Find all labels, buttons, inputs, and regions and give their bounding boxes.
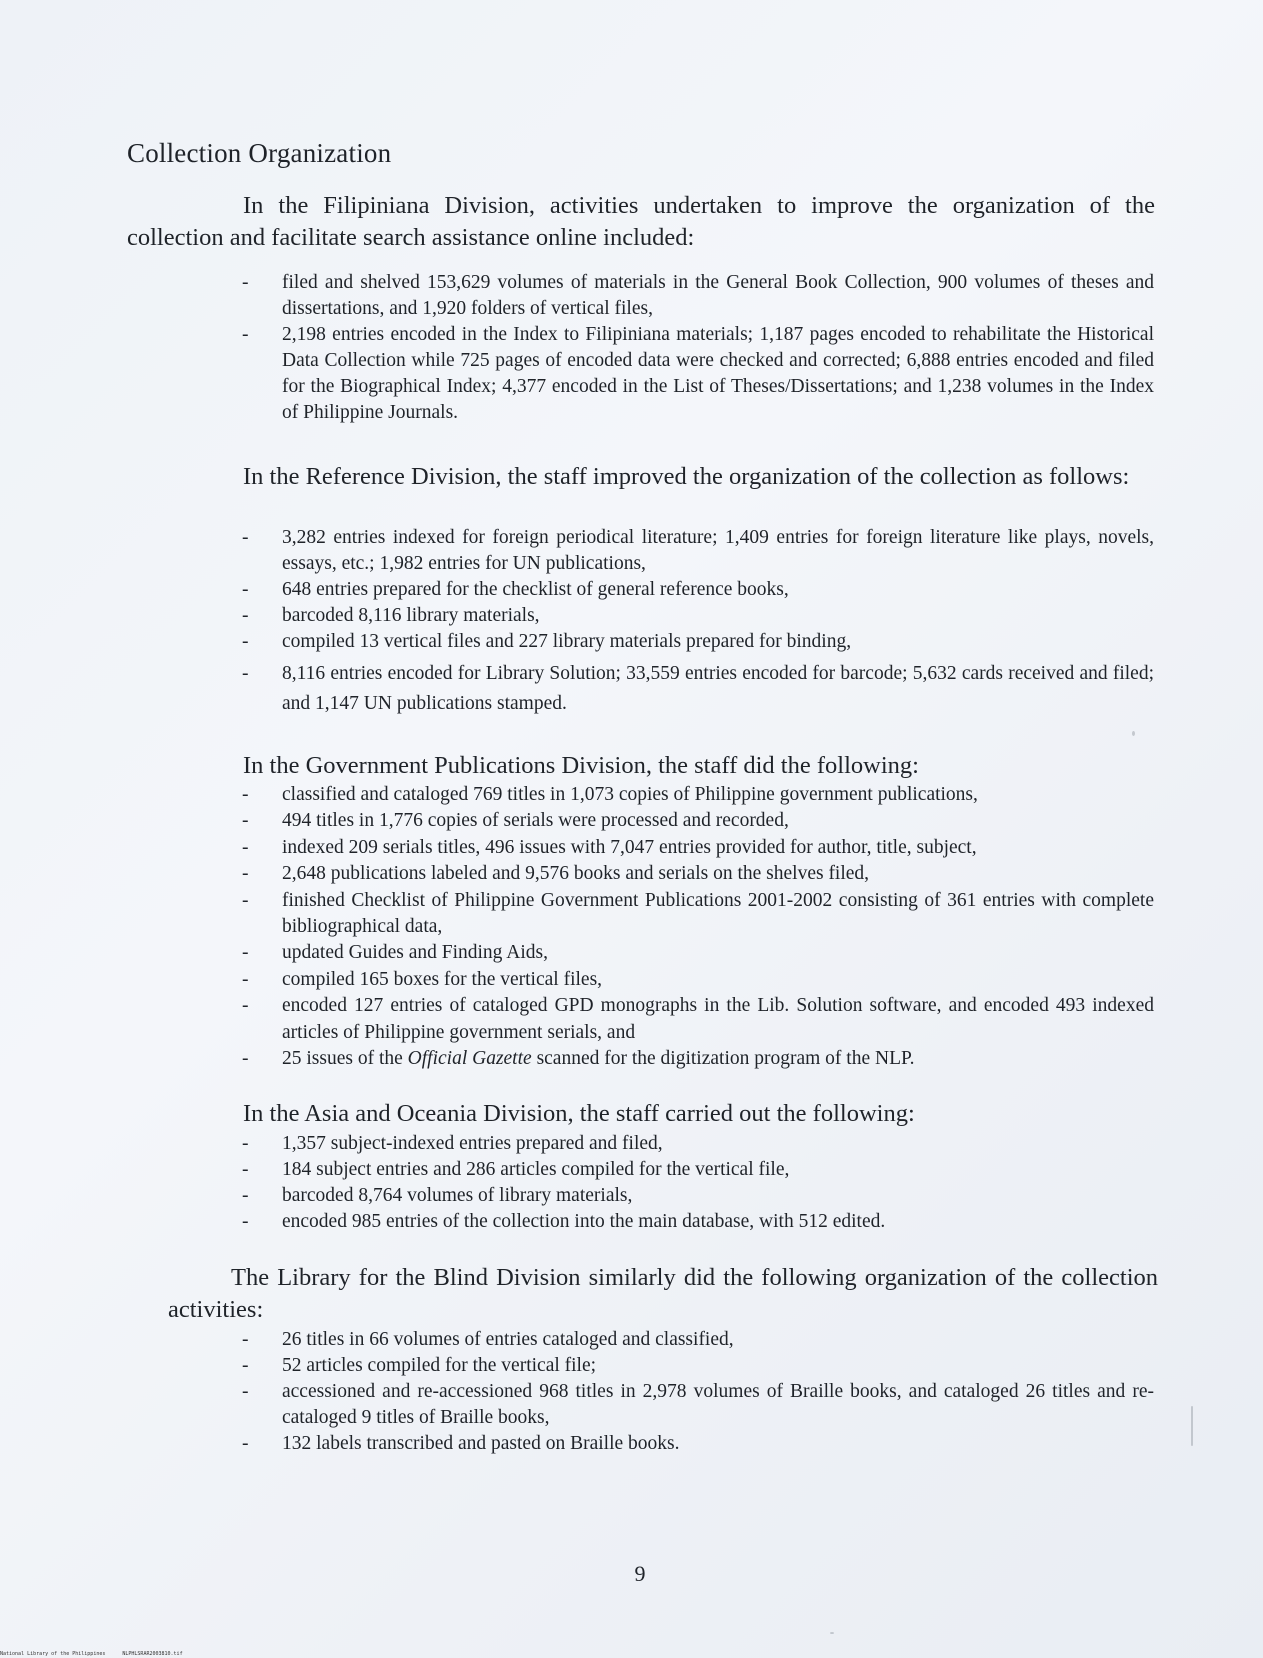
bullet-dash: -	[242, 784, 249, 805]
bullet-dash: -	[242, 527, 249, 548]
item-text: 494 titles in 1,776 copies of serials were processed and recorded,	[282, 810, 789, 832]
item-text: encoded 985 entries of the collection into the main database, with 512 edited.	[282, 1211, 886, 1232]
item-text: barcoded 8,764 volumes of library materials,	[282, 1185, 633, 1206]
item-text: finished Checklist of Philippine Government Publications 2001-2002 consisting of 361 entries with complete bibliographical data,	[282, 889, 1154, 938]
bullet-dash: -	[242, 889, 249, 911]
list-item	[242, 629, 1154, 655]
bullet-dash: -	[242, 631, 249, 652]
government-list	[242, 782, 1154, 1072]
item-text: 8,116 entries encoded for Library Solution; 33,559 entries encoded for barcode; 5,632 cards received and filed; and 1,147 UN publications stamped.	[282, 663, 1154, 714]
item-text: compiled 165 boxes for the vertical files,	[282, 968, 603, 990]
item-text: filed and shelved 153,629 volumes of materials in the General Book Collection, 900 volumes of theses and dissertations, and 1,920 folders of vertical files,	[282, 272, 1154, 319]
list-item	[242, 1046, 1154, 1072]
item-text: 132 labels transcribed and pasted on Braille books.	[282, 1433, 680, 1454]
item-text: encoded 127 entries of cataloged GPD monographs in the Lib. Solution software, and encoded 493 indexed articles of Philippine government serials, and	[282, 995, 1154, 1043]
bullet-dash: -	[242, 1329, 249, 1350]
bullet-dash: -	[242, 1433, 249, 1454]
list-item	[242, 808, 1154, 834]
list-item	[242, 270, 1154, 322]
list-item	[242, 1327, 1154, 1353]
item-text: 3,282 entries indexed for foreign periodical literature; 1,409 entries for foreign literature like plays, novels, essays, etc.; 1,982 entries for UN publications,	[282, 527, 1154, 574]
item-text: accessioned and re-accessioned 968 titles in 2,978 volumes of Braille books, and cataloged 26 titles and re-cataloged 9 titles of Braille books,	[282, 1381, 1154, 1428]
bullet-dash: -	[242, 1048, 249, 1070]
blind-intro: The Library for the Blind Division similarly did the following organization of the collection activities:	[168, 1264, 1158, 1323]
bullet-dash: -	[242, 836, 249, 858]
section-heading: Collection Organization	[127, 138, 392, 168]
item-text: updated Guides and Finding Aids,	[282, 942, 548, 964]
bullet-dash: -	[242, 663, 249, 684]
item-text-before: 25 issues of the	[282, 1048, 408, 1070]
scan-speck	[1191, 1406, 1193, 1446]
bullet-dash: -	[242, 272, 249, 293]
list-item	[242, 659, 1154, 719]
item-text: 184 subject entries and 286 articles compiled for the vertical file,	[282, 1159, 790, 1180]
list-item	[242, 967, 1154, 993]
bullet-dash: -	[242, 1355, 249, 1376]
blind-list	[242, 1327, 1154, 1457]
list-item	[242, 993, 1154, 1046]
list-item	[242, 861, 1154, 887]
list-item	[242, 888, 1154, 941]
list-item	[242, 1157, 1154, 1183]
item-text: 52 articles compiled for the vertical file;	[282, 1355, 597, 1376]
bullet-dash: -	[242, 995, 249, 1017]
item-text: 648 entries prepared for the checklist of general reference books,	[282, 579, 789, 600]
bullet-dash: -	[242, 968, 249, 990]
scan-speck	[1132, 731, 1135, 736]
bullet-dash: -	[242, 810, 249, 832]
bullet-dash: -	[242, 1381, 249, 1402]
scan-speck	[830, 1632, 834, 1634]
item-text: indexed 209 serials titles, 496 issues with 7,047 entries provided for author, title, subject,	[282, 836, 977, 858]
item-text-after: scanned for the digitization program of the NLP.	[531, 1048, 915, 1070]
list-item	[242, 782, 1154, 808]
list-item	[242, 940, 1154, 966]
list-item	[242, 1209, 1154, 1235]
list-item	[242, 1353, 1154, 1379]
item-text: barcoded 8,116 library materials,	[282, 605, 540, 626]
reference-list	[242, 525, 1154, 719]
bullet-dash: -	[242, 324, 249, 345]
list-item	[242, 525, 1154, 577]
bullet-dash: -	[242, 579, 249, 600]
bullet-dash: -	[242, 605, 249, 626]
item-text: 1,357 subject-indexed entries prepared and filed,	[282, 1133, 663, 1154]
bullet-dash: -	[242, 863, 249, 885]
asia-list	[242, 1131, 1154, 1235]
asia-intro: In the Asia and Oceania Division, the staff carried out the following:	[243, 1100, 915, 1127]
footer-filename: NLPHLSRAR2003810.tif	[122, 1651, 183, 1657]
filipiniana-intro: In the Filipiniana Division, activities undertaken to improve the organization of the collection and facilitate search assistance online included:	[127, 192, 1155, 251]
official-gazette-title: Official Gazette	[407, 1048, 532, 1070]
item-text: compiled 13 vertical files and 227 library materials prepared for binding,	[282, 631, 852, 652]
list-item	[242, 835, 1154, 861]
bullet-dash: -	[242, 1133, 249, 1154]
page-number: 9	[634, 1561, 646, 1586]
scan-footer	[0, 1651, 183, 1657]
item-text: classified and cataloged 769 titles in 1,073 copies of Philippine government publications,	[282, 784, 978, 805]
list-item	[242, 1131, 1154, 1157]
filipiniana-list	[242, 270, 1154, 426]
government-intro: In the Government Publications Division, the staff did the following:	[243, 752, 919, 779]
item-text: 2,198 entries encoded in the Index to Filipiniana materials; 1,187 pages encoded to rehabilitate the Historical Data Collection while 725 pages of encoded data were checked and corrected; 6,888 entries encoded and filed for the Biographical Index; 4,377 encoded in the List of Theses/Dissertations; and 1,238 volumes in the Index of Philippine Journals.	[282, 324, 1154, 423]
bullet-dash: -	[242, 942, 249, 964]
footer-library: National Library of the Philippines	[0, 1651, 106, 1657]
list-item	[242, 603, 1154, 629]
item-text: 26 titles in 66 volumes of entries cataloged and classified,	[282, 1329, 734, 1350]
list-item	[242, 1431, 1154, 1457]
item-text: 2,648 publications labeled and 9,576 books and serials on the shelves filed,	[282, 863, 870, 885]
list-item	[242, 322, 1154, 426]
list-item	[242, 1183, 1154, 1209]
bullet-dash: -	[242, 1159, 249, 1180]
bullet-dash: -	[242, 1185, 249, 1206]
reference-intro: In the Reference Division, the staff improved the organization of the collection as follows:	[243, 463, 1130, 490]
list-item	[242, 1379, 1154, 1431]
list-item	[242, 577, 1154, 603]
bullet-dash: -	[242, 1211, 249, 1232]
